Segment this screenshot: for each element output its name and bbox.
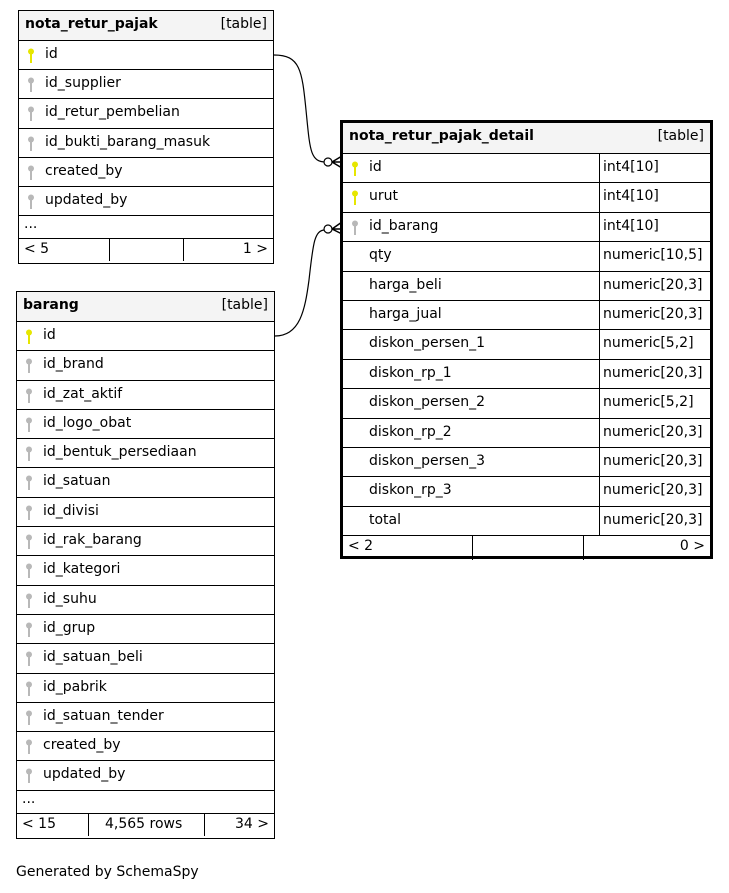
column-row[interactable]: [343, 360, 710, 389]
foreign-key-icon: [25, 710, 33, 726]
foreign-key-icon: [25, 388, 33, 404]
column-name: diskon_rp_2: [369, 423, 452, 440]
foreign-key-icon: [25, 593, 33, 609]
column-row[interactable]: [19, 158, 273, 187]
column-row[interactable]: [343, 242, 710, 271]
column-row[interactable]: [17, 468, 274, 497]
column-row[interactable]: [19, 41, 273, 70]
column-row[interactable]: [19, 70, 273, 99]
column-row[interactable]: [343, 419, 710, 448]
column-row[interactable]: [343, 507, 710, 536]
column-row[interactable]: [343, 301, 710, 330]
foreign-key-icon: [25, 446, 33, 462]
column-row[interactable]: [17, 761, 274, 790]
column-name: id_bukti_barang_masuk: [45, 133, 211, 150]
column-name: id_satuan_tender: [43, 707, 164, 724]
column-name: diskon_persen_3: [369, 452, 486, 469]
column-row[interactable]: [17, 644, 274, 673]
column-row[interactable]: [17, 615, 274, 644]
column-type: numeric[20,3]: [603, 452, 703, 469]
table-header: [343, 123, 710, 154]
primary-key-icon: [27, 48, 35, 64]
column-row[interactable]: [19, 99, 273, 128]
table-name[interactable]: nota_retur_pajak_detail: [349, 128, 534, 144]
table-footer: [19, 239, 273, 261]
primary-key-icon: [25, 329, 33, 345]
link-zero-marker: [324, 158, 332, 166]
column-row[interactable]: [19, 129, 273, 158]
column-type: numeric[5,2]: [603, 394, 694, 411]
column-type: numeric[5,2]: [603, 335, 694, 352]
column-row[interactable]: [17, 703, 274, 732]
foreign-key-icon: [25, 739, 33, 755]
column-type: numeric[20,3]: [603, 482, 703, 499]
column-type: int4[10]: [603, 217, 659, 234]
column-name: total: [369, 511, 402, 528]
table-footer: [343, 536, 710, 560]
link-zero-marker: [324, 225, 332, 233]
column-name: updated_by: [43, 766, 126, 783]
column-row[interactable]: [17, 410, 274, 439]
table-type: [table]: [221, 297, 268, 313]
column-name: id_grup: [43, 619, 96, 636]
table-type: [table]: [657, 128, 704, 144]
primary-key-icon: [351, 190, 359, 206]
column-name: id_rak_barang: [43, 532, 142, 549]
column-row[interactable]: [17, 351, 274, 380]
column-name: created_by: [45, 162, 123, 179]
column-row[interactable]: [17, 498, 274, 527]
column-name: updated_by: [45, 191, 128, 208]
column-row[interactable]: [343, 389, 710, 418]
column-row[interactable]: [17, 322, 274, 351]
column-type: int4[10]: [603, 188, 659, 205]
link-barang-to-detail: [275, 230, 325, 336]
column-row[interactable]: [17, 381, 274, 410]
column-name: id_divisi: [43, 502, 99, 519]
column-row[interactable]: [343, 183, 710, 212]
column-name: id_kategori: [43, 561, 121, 578]
parents-count[interactable]: < 5: [24, 241, 50, 258]
table-name[interactable]: barang: [23, 297, 79, 313]
foreign-key-icon: [25, 681, 33, 697]
column-row[interactable]: [17, 732, 274, 761]
table-type: [table]: [220, 16, 267, 32]
column-row[interactable]: [343, 330, 710, 359]
column-name: id_suhu: [43, 590, 97, 607]
foreign-key-icon: [25, 534, 33, 550]
column-row[interactable]: [17, 556, 274, 585]
more-columns: ...: [19, 216, 273, 239]
foreign-key-icon: [27, 194, 35, 210]
more-columns: ...: [17, 791, 274, 814]
column-name: diskon_persen_2: [369, 394, 486, 411]
column-row[interactable]: [343, 213, 710, 242]
column-name: id_bentuk_persediaan: [43, 444, 197, 461]
column-type: numeric[20,3]: [603, 511, 703, 528]
table-barang[interactable]: [16, 291, 275, 839]
foreign-key-icon: [351, 220, 359, 236]
foreign-key-icon: [25, 417, 33, 433]
column-type: int4[10]: [603, 159, 659, 175]
link-nota-retur-pajak-to-detail: [274, 55, 326, 162]
column-name: harga_beli: [369, 276, 442, 293]
table-header: [17, 292, 274, 322]
column-name: id_pabrik: [43, 678, 107, 695]
column-name: urut: [369, 188, 398, 205]
column-row[interactable]: [17, 527, 274, 556]
column-name: id: [369, 159, 382, 175]
children-count[interactable]: 34 >: [235, 815, 269, 832]
column-name: id: [45, 46, 58, 62]
column-name: id: [43, 327, 56, 343]
children-count[interactable]: 0 >: [679, 538, 705, 555]
foreign-key-icon: [25, 505, 33, 521]
foreign-key-icon: [25, 358, 33, 374]
children-count[interactable]: 1 >: [242, 241, 268, 258]
parents-count[interactable]: < 15: [22, 815, 56, 832]
table-footer: [17, 814, 274, 836]
column-name: diskon_persen_1: [369, 335, 486, 352]
foreign-key-icon: [25, 563, 33, 579]
column-type: numeric[20,3]: [603, 276, 703, 293]
column-row[interactable]: [19, 187, 273, 216]
foreign-key-icon: [25, 651, 33, 667]
column-row[interactable]: [343, 448, 710, 477]
foreign-key-icon: [25, 768, 33, 784]
foreign-key-icon: [27, 77, 35, 93]
column-name: id_retur_pembelian: [45, 104, 180, 121]
table-header: [19, 11, 273, 41]
column-row[interactable]: [343, 154, 710, 183]
column-row[interactable]: [17, 674, 274, 703]
column-name: id_barang: [369, 217, 439, 234]
foreign-key-icon: [27, 165, 35, 181]
column-row[interactable]: [17, 586, 274, 615]
column-name: qty: [369, 247, 392, 264]
foreign-key-icon: [27, 136, 35, 152]
column-name: id_satuan: [43, 473, 111, 490]
column-name: id_supplier: [45, 75, 121, 92]
foreign-key-icon: [25, 475, 33, 491]
column-row[interactable]: [17, 439, 274, 468]
column-name: id_zat_aktif: [43, 385, 123, 402]
column-row[interactable]: [343, 477, 710, 506]
column-type: numeric[20,3]: [603, 423, 703, 440]
table-nota-retur-pajak-detail[interactable]: [340, 120, 713, 559]
table-nota-retur-pajak[interactable]: [18, 10, 274, 264]
column-type: numeric[10,5]: [603, 247, 703, 264]
column-name: id_satuan_beli: [43, 649, 143, 666]
column-row[interactable]: [343, 272, 710, 301]
foreign-key-icon: [25, 622, 33, 638]
column-type: numeric[20,3]: [603, 364, 703, 381]
column-name: diskon_rp_3: [369, 482, 452, 499]
primary-key-icon: [351, 161, 359, 177]
foreign-key-icon: [27, 106, 35, 122]
column-name: created_by: [43, 737, 121, 754]
generated-by-credit: Generated by SchemaSpy: [16, 864, 199, 880]
column-name: id_logo_obat: [43, 414, 132, 431]
row-count: 4,565 rows: [105, 815, 183, 832]
column-name: id_brand: [43, 356, 104, 373]
column-name: harga_jual: [369, 305, 442, 322]
parents-count[interactable]: < 2: [348, 538, 374, 555]
column-type: numeric[20,3]: [603, 305, 703, 322]
column-name: diskon_rp_1: [369, 364, 452, 381]
table-name[interactable]: nota_retur_pajak: [25, 16, 158, 32]
